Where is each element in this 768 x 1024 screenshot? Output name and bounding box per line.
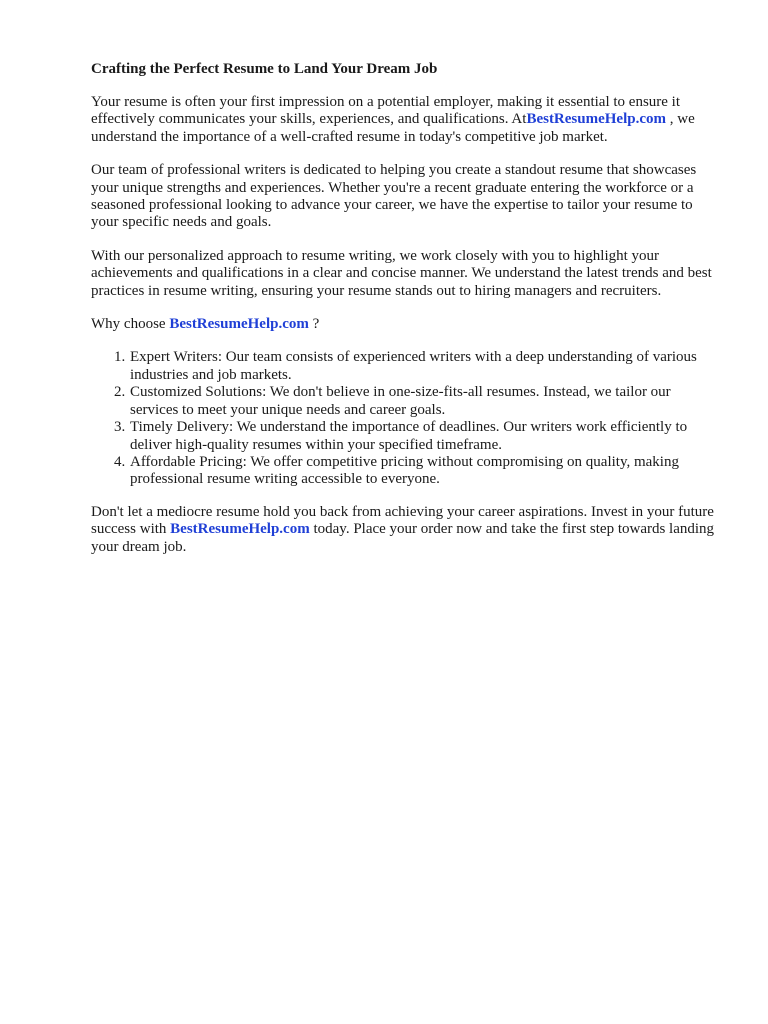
closing-text-end: today. Place your order now and take the first step towards landing your dream job. [91,521,715,555]
closing-paragraph [91,504,721,556]
list-item: 3. Timely Delivery: We understand the importance of deadlines. Our writers work efficiently to deliver high-quality resumes within your specified timeframe. [129,419,721,454]
list-item: 4. Affordable Pricing: We offer competitive pricing without compromising on quality, making professional resume writing accessible to everyone. [129,454,721,489]
list-item: 2. Customized Solutions: We don't believe in one-size-fits-all resumes. Instead, we tailor our services to meet your unique needs and career goals. [129,384,721,419]
intro-site-link[interactable]: BestResumeHelp.com [526,111,666,128]
closing-text: Don't let a mediocre resume hold you back from achieving your career aspirations. Invest in your future success with [91,503,714,538]
why-choose-question-mark: ? [308,316,320,333]
document-page [91,60,721,572]
why-choose-site-link[interactable]: BestResumeHelp.com [169,316,309,333]
team-paragraph: Our team of professional writers is dedicated to helping you create a standout resume that showcases your unique strengths and experiences. Whether you're a recent graduate entering the workforce or a seasoned professional looking to advance your career, we have the expertise to tailor your resume to your specific needs and goals. [91,162,697,231]
why-choose-line [91,316,721,333]
page-title: Crafting the Perfect Resume to Land Your Dream Job [91,61,438,77]
intro-paragraph [91,94,721,146]
approach-paragraph: With our personalized approach to resume writing, we work closely with you to highlight your achievements and qualifications in a clear and concise manner. We understand the latest trends and best practices in resume writing, ensuring your resume stands out to hiring managers and recruiters. [91,247,712,299]
benefits-list [91,349,721,488]
intro-text-end: , we understand the importance of a well-crafted resume in today's competitive job market. [91,111,695,145]
closing-site-link[interactable]: BestResumeHelp.com [170,521,310,538]
list-item: 1. Expert Writers: Our team consists of experienced writers with a deep understanding of various industries and job markets. [129,349,721,384]
intro-text: Your resume is often your first impression on a potential employer, making it essential to ensure it effectively communicates your skills, experiences, and qualifications. At [91,94,681,128]
why-choose-text: Why choose [91,316,170,333]
